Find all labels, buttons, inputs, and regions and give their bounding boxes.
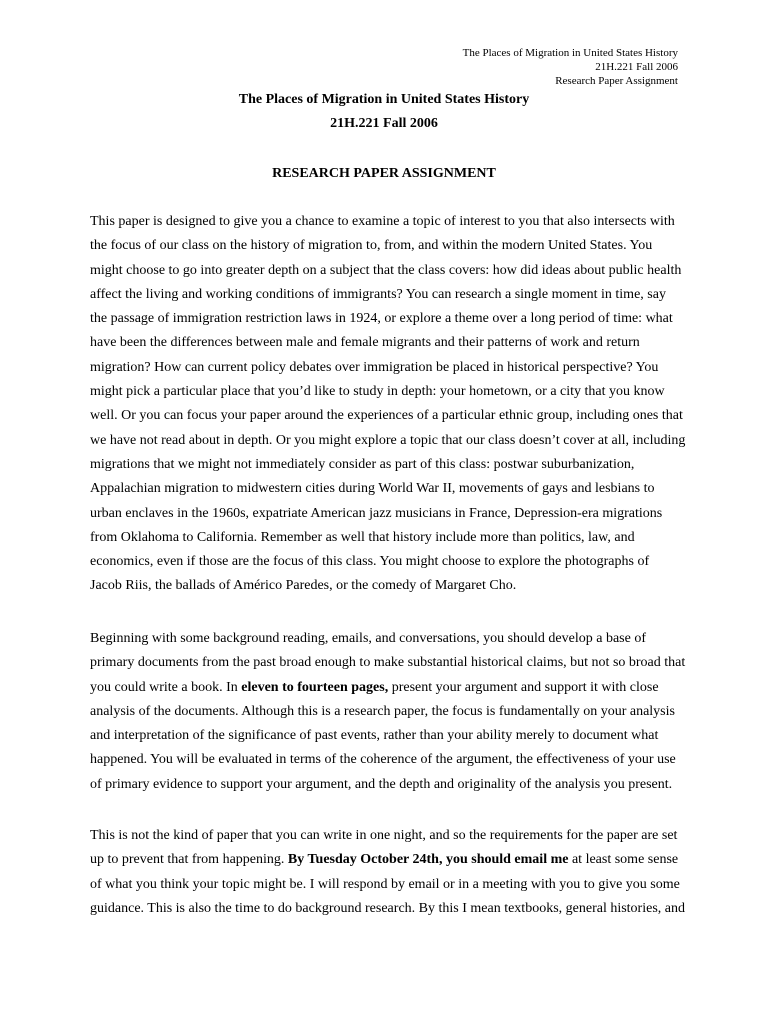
text-line: we have not read about in depth. Or you might explore a topic that our class doesn’t cover at all, including [90,432,686,448]
text-line: might choose to go into greater depth on a subject that the class covers: how did ideas about public health [90,262,682,278]
running-header-course: 21H.221 Fall 2006 [595,61,678,73]
text-line: have been the differences between male and female migrants and their patterns of work and return [90,335,640,351]
text-line [90,848,682,872]
text-line: analysis of the documents. Although this is a research paper, the focus is fundamentally on your analysis [90,703,675,719]
text-line: and interpretation of the significance of past events, rather than your ability merely to document what [90,728,659,744]
course-number: 21H.221 Fall 2006 [330,116,438,131]
text-line: This is not the kind of paper that you can write in one night, and so the requirements for the paper are set [90,828,678,843]
text-line: might pick a particular place that you’d like to study in depth: your hometown, or a city that you know [90,384,665,400]
text-line [90,676,682,700]
text-line: of what you think your topic might be. I will respond by email or in a meeting with you to give you some [90,876,680,892]
paragraph-deadlines [90,824,685,921]
text-line: Beginning with some background reading, emails, and conversations, you should develop a base of [90,631,646,646]
paragraph-intro [90,210,686,599]
running-header-title: The Places of Migration in United States History [462,47,678,59]
text-segment: up to prevent that from happening. [90,852,288,868]
text-line: the focus of our class on the history of migration to, from, and within the modern United States. You [90,238,653,254]
assignment-title: RESEARCH PAPER ASSIGNMENT [272,166,496,181]
page-length-emphasis: eleven to fourteen pages, [241,679,389,695]
paragraph-requirements [90,627,686,797]
text-line: primary documents from the past broad enough to make substantial historical claims, but not so broad that [90,655,686,671]
text-line: happened. You will be evaluated in terms of the coherence of the argument, the effectiveness of your use [90,752,676,768]
text-line: economics, even if those are the focus of this class. You might choose to explore the photographs of [90,554,650,570]
running-header [463,46,678,88]
text-line: of primary evidence to support your argument, and the depth and originality of the analysis you present. [90,776,673,792]
text-segment: at least some sense [568,852,679,868]
text-line: Appalachian migration to midwestern cities during World War II, movements of gays and lesbians to [90,481,655,497]
text-line: from Oklahoma to California. Remember as well that history include more than politics, law, and [90,529,635,545]
text-segment: present your argument and support it with close [388,679,659,695]
text-line: This paper is designed to give you a chance to examine a topic of interest to you that also intersects with [90,214,675,229]
text-line: migration? How can current policy debates over immigration be placed in historical perspective? You [90,359,659,375]
text-line: guidance. This is also the time to do background research. By this I mean textbooks, general histories, and [90,900,685,916]
running-header-assignment: Research Paper Assignment [555,75,678,87]
text-line: migrations that we might not immediately consider as part of this class: postwar suburbanization, [90,456,635,472]
text-segment: you could write a book. In [90,679,242,695]
text-line: urban enclaves in the 1960s, expatriate American jazz musicians in France, Depression-era migrations [90,505,663,521]
deadline-emphasis: By Tuesday October 24th, you should email me [287,852,569,868]
text-line: well. Or you can focus your paper around the experiences of a particular ethnic group, including ones that [90,408,683,424]
text-line: Jacob Riis, the ballads of Américo Paredes, or the comedy of Margaret Cho. [90,578,517,594]
course-title: The Places of Migration in United States History [238,92,530,107]
text-line: affect the living and working conditions of immigrants? You can research a single moment in time, say [90,286,666,302]
text-line: the passage of immigration restriction laws in 1924, or explore a theme over a long period of time: what [90,311,673,327]
